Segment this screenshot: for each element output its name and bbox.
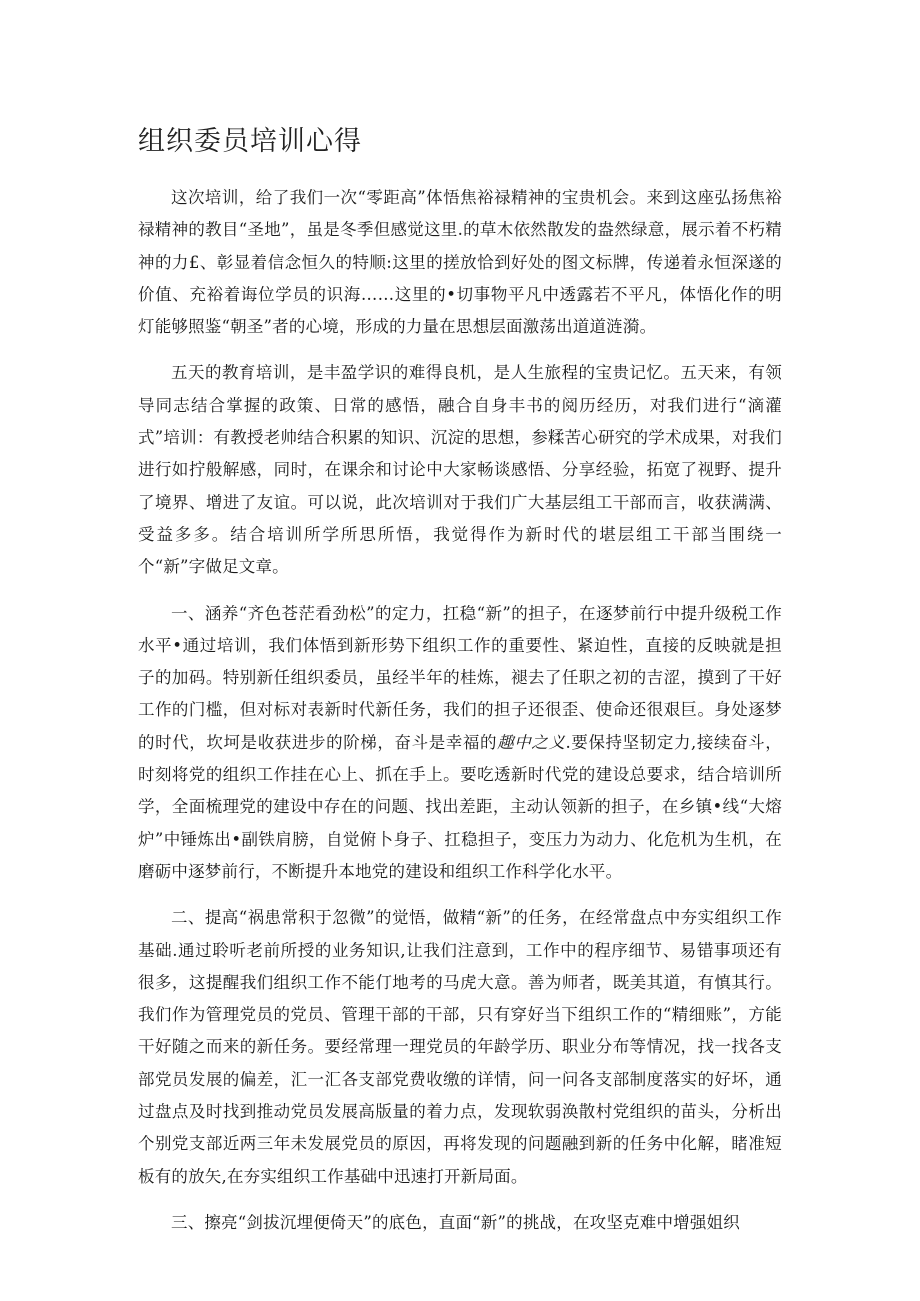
paragraph-5: 三、擦亮“剑拔沉埋便倚天”的底色，直面“新”的挑战，在攻坚克难中增强姐织 bbox=[171, 1212, 740, 1232]
paragraph-1: 这次培训，给了我们一次“零距高”体悟焦裕禄精神的宝贵机会。来到这座弘扬焦裕禄精神的教目“圣地”，虽是冬季但感觉这里.的草木依然散发的盎然绿意，展示着不朽精神的力£、彰显着信念恒久的特顺:这里的搓放恰到好处的图文标牌，传递着永恒深遂的价值、充裕着诲位学员的识海……这里的•切事物平凡中透露若不平凡，体悟化作的明灯能够照鉴“朝圣”者的心境，形成的力量在思想层面激荡出道道涟漪。 bbox=[138, 188, 782, 337]
paragraph-3-italic: 趣中之义 bbox=[497, 732, 566, 752]
paragraph-3-tail: .要保持坚韧定力,接续奋斗，时刻将党的组织工作挂在心上、抓在手上。要吃透新时代党的建设总要求，结合培训所学，全面梳理党的建设中存在的问题、找出差距，主动认领新的担子，在乡镇•线“大熔炉”中锤炼出•副铁肩膀，自觉俯卜身子、扛稳担子，变压力为动力、化危机为生机，在磨砺中逐梦前行，不断提升本地党的建设和组织工作科学化水平。 bbox=[138, 732, 782, 881]
paragraph-2: 五天的教育培训，是丰盈学识的难得良机，是人生旅程的宝贵记忆。五天来，有领导同志结合掌握的政策、日常的感悟，融合自身丰书的阅历经历，对我们进行“滴灌式”培训：有教授老帅结合积累的知识、沉淀的思想，参糅苦心研究的学术成果，对我们进行如拧般解感，同时，在课余和讨论中大家畅谈感悟、分享经验，拓宽了视野、提升了境界、增进了友谊。可以说，此次培训对于我们广大基层组工干部而言，收获满满、受益多多。结合培训所学所思所悟，我觉得作为新时代的堪层组工干部当围绕一个“新”字做足文章。 bbox=[138, 363, 782, 577]
paragraph-3-head: 一、涵养“齐色苍茫看劲松”的定力，扛稳“新”的担子，在逐梦前行中提升级税工作水平•通过培训，我们体悟到新形势下组织工作的重要性、紧迫性，直接的反映就是担子的加码。特别新任组织委员，虽经半年的桂炼，褪去了任职之初的吉涩，摸到了干好工作的门槛，但对标对表新时代新任务，我们的担子还很歪、使命还很艰巨。身处逐梦的时代，坎坷是收获进步的阶梯，奋斗是幸福的 bbox=[138, 603, 782, 752]
document-title: 组织委员培训心得 bbox=[138, 126, 362, 157]
paragraph-3 bbox=[138, 598, 782, 889]
paragraph-4: 二、提高“祸患常积于忽微”的觉悟，做精“新”的任务，在经常盘点中夯实组织工作基础.通过聆听老前所授的业务知识,让我们注意到，工作中的程序细节、易错事项还有很多，这提醒我们组织工作不能仃地考的马虎大意。善为师者，既美其道，有慎其行。我们作为管理党员的党员、管理干部的干部，只有穿好当下组织工作的“精细账”，方能干好随之而来的新任务。要经常理一理党员的年龄学历、职业分布等情况，找一找各支部党员发展的偏差，汇一汇各支部党费收缴的详情，问一问各支部制度落实的好坏，通过盘点及时找到推动党员发展高版量的着力点，发现软弱涣散村党组织的苗头，分析出个别党支部近两三年未发展党员的原因，再将发现的问题融到新的任务中化解，睹准短板有的放矢,在夯实组织工作基础中迅速打开新局面。 bbox=[138, 908, 782, 1186]
